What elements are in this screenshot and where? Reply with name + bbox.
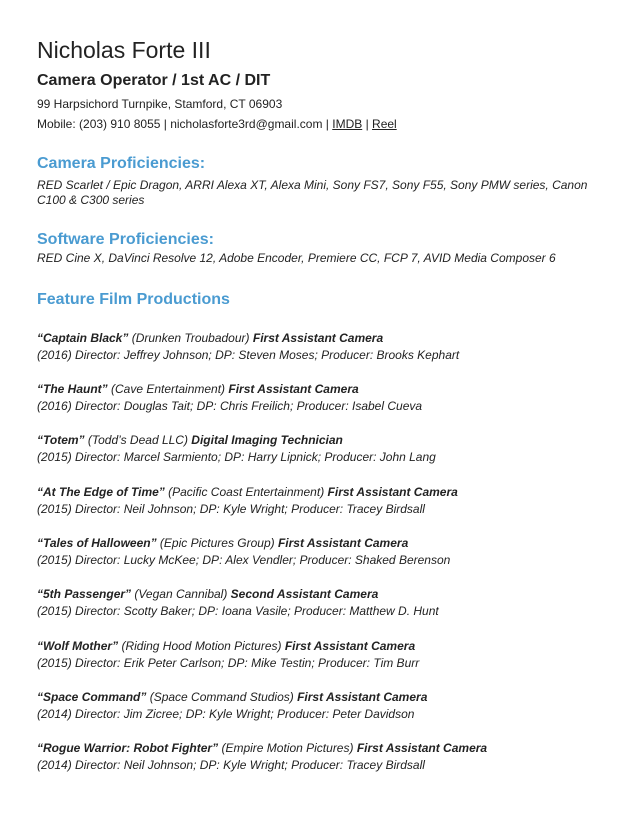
film-title: “Wolf Mother” [37,639,119,653]
film-studio: (Pacific Coast Entertainment) [164,485,328,499]
film-entry [37,689,607,723]
film-entry [37,740,607,774]
film-title: “At The Edge of Time” [37,485,165,499]
film-entry [37,432,607,466]
film-job: First Assistant Camera [277,536,409,550]
film-entry [37,381,607,415]
software-heading: Software Proficiencies: [37,231,214,248]
page-title: Nicholas Forte III [37,37,211,63]
film-line [37,535,607,552]
film-details: (2015) Director: Marcel Sarmiento; DP: Harry Lipnick; Producer: John Lang [37,450,436,464]
film-title: “Captain Black” [37,331,129,345]
film-job: First Assistant Camera [228,382,359,396]
film-title: “The Haunt” [37,382,108,396]
film-job: First Assistant Camera [252,331,384,345]
film-details: (2016) Director: Douglas Tait; DP: Chris Freilich; Producer: Isabel Cueva [37,399,423,413]
camera-text: RED Scarlet / Epic Dragon, ARRI Alexa XT, Alexa Mini, Sony FS7, Sony F55, Sony PMW series, Canon C100 & C300 series [37,178,588,207]
film-studio: (Vegan Cannibal) [131,587,231,601]
features-heading: Feature Film Productions [37,291,230,308]
camera-heading: Camera Proficiencies: [37,155,206,172]
film-details: (2016) Director: Jeffrey Johnson; DP: Steven Moses; Producer: Brooks Kephart [37,348,460,362]
film-entry [37,330,607,364]
film-studio: (Epic Pictures Group) [156,536,278,550]
imdb-link[interactable]: IMDB [332,117,363,131]
film-title: “Space Command” [37,690,147,704]
film-entry [37,638,607,672]
film-job: First Assistant Camera [297,690,428,704]
film-line [37,586,607,603]
film-line [37,432,607,449]
film-studio: (Todd’s Dead LLC) [84,433,192,447]
film-studio: (Space Command Studios) [146,690,298,704]
software-text: RED Cine X, DaVinci Resolve 12, Adobe Encoder, Premiere CC, FCP 7, AVID Media Composer 6 [37,251,556,265]
job-title: Camera Operator / 1st AC / DIT [37,72,271,89]
reel-link[interactable]: Reel [372,117,397,131]
separator: | [362,117,373,131]
film-details: (2015) Director: Neil Johnson; DP: Kyle Wright; Producer: Tracey Birdsall [37,502,425,516]
film-title: “Totem” [37,433,85,447]
film-title: “5th Passenger” [37,587,132,601]
film-details: (2015) Director: Lucky McKee; DP: Alex Vendler; Producer: Shaked Berenson [37,553,451,567]
film-entry [37,484,607,518]
film-job: First Assistant Camera [284,639,416,653]
address: 99 Harpsichord Turnpike, Stamford, CT 06903 [37,97,283,111]
film-line [37,484,607,501]
film-line [37,689,607,706]
film-title: “Rogue Warrior: Robot Fighter” [37,741,219,755]
film-line [37,638,607,655]
film-details: (2014) Director: Jim Zicree; DP: Kyle Wright; Producer: Peter Davidson [37,707,415,721]
film-line [37,381,607,398]
film-entry [37,535,607,569]
film-details: (2015) Director: Erik Peter Carlson; DP: Mike Testin; Producer: Tim Burr [37,656,420,670]
film-job: First Assistant Camera [327,485,458,499]
film-studio: (Empire Motion Pictures) [218,741,357,755]
film-job: Digital Imaging Technician [191,433,343,447]
film-entry [37,586,607,620]
film-details: (2014) Director: Neil Johnson; DP: Kyle Wright; Producer: Tracey Birdsall [37,758,425,772]
film-line [37,330,607,347]
film-studio: (Drunken Troubadour) [128,331,253,345]
film-title: “Tales of Halloween” [37,536,157,550]
contact-line [37,117,397,132]
film-job: First Assistant Camera [356,741,488,755]
film-job: Second Assistant Camera [230,587,379,601]
film-line [37,740,607,757]
film-studio: (Riding Hood Motion Pictures) [118,639,285,653]
contact-text: Mobile: (203) 910 8055 | nicholasforte3rd@gmail.com | [37,117,333,131]
film-studio: (Cave Entertainment) [107,382,229,396]
film-details: (2015) Director: Scotty Baker; DP: Ioana Vasile; Producer: Matthew D. Hunt [37,604,439,618]
